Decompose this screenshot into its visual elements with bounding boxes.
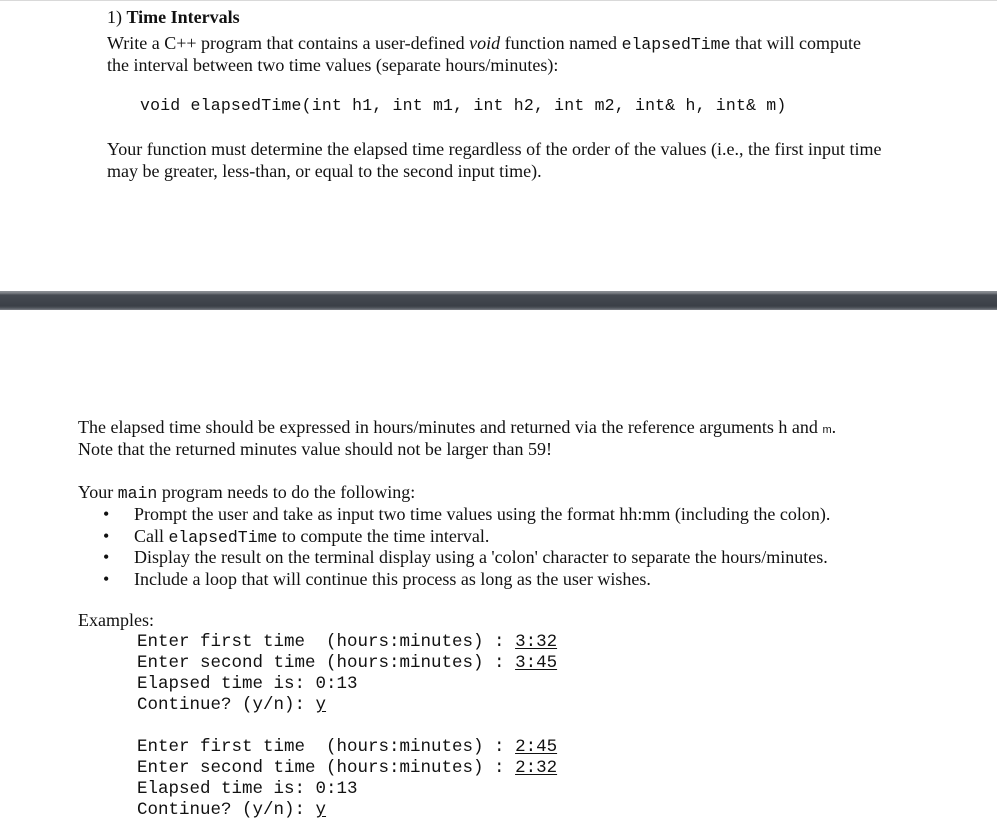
order-note-line-2: may be greater, less-than, or equal to the second input time). [107,161,542,181]
example-run-2 [137,737,557,821]
list-item-text: Prompt the user and take as input two time values using the format hh:mm (including the colon). [134,504,831,524]
terminal-line [137,800,557,821]
terminal-line: Elapsed time is: 0:13 [137,674,358,694]
page-divider [0,291,997,310]
prompt-text: Continue? (y/n): [137,695,316,715]
requirements-text: Your [78,482,118,502]
prompt-text: Enter second time (hours:minutes) : [137,653,516,673]
list-item-text: Call [134,525,169,546]
return-note-line-2: Note that the returned minutes value should not be larger than 59! [78,439,553,459]
terminal-line [137,632,557,653]
user-input: 2:32 [515,758,558,778]
terminal-line: Elapsed time is: 0:13 [137,779,358,799]
requirements-list [98,503,830,589]
example-run-1 [137,632,557,716]
function-name-inline: elapsedTime [621,35,731,54]
main-keyword: main [117,484,158,503]
prompt-text: Enter first time (hours:minutes) : [137,632,516,652]
main-requirements-intro [78,481,415,505]
user-input: y [315,695,327,715]
list-item [98,525,830,547]
bullet-icon: • [103,525,110,546]
user-input: 3:45 [515,653,558,673]
terminal-line [137,695,557,716]
prompt-text: Continue? (y/n): [137,800,316,820]
user-input: 2:45 [515,737,558,757]
intro-text: function named [500,33,622,53]
reference-arg-m: m [822,424,832,436]
function-name-inline: elapsedTime [168,527,278,547]
page-top-edge [0,0,997,1]
bullet-icon: • [103,504,110,524]
list-item [98,568,830,590]
void-keyword: void [469,33,501,53]
prompt-text: Enter second time (hours:minutes) : [137,758,516,778]
intro-text: Write a C++ program that contains a user-defined [107,33,470,53]
terminal-line [137,653,557,674]
user-input: y [315,800,327,820]
terminal-line [137,737,557,758]
user-input: 3:32 [515,632,558,652]
function-signature: void elapsedTime(int h1, int m1, int h2, int m2, int& h, int& m) [140,96,787,115]
intro-text: that will compute [730,33,861,53]
section-heading [107,6,240,28]
list-item [98,546,830,568]
return-note-text: The elapsed time should be expressed in hours/minutes and returned via the reference arguments h and [78,417,823,437]
requirements-text: program needs to do the following: [157,482,416,502]
section-title: Time Intervals [126,7,240,27]
examples-label: Examples: [78,610,154,630]
bullet-icon: • [103,568,110,589]
list-item-text: Include a loop that will continue this process as long as the user wishes. [134,568,651,589]
bullet-icon: • [103,547,110,567]
intro-line-2: the interval between two time values (separate hours/minutes): [107,55,559,75]
list-item-text: to compute the time interval. [277,525,490,546]
order-note-line-1: Your function must determine the elapsed time regardless of the order of the values (i.e., the first input time [107,139,882,159]
intro-line-1 [107,32,861,56]
list-item [98,503,830,525]
terminal-line [137,758,557,779]
return-note-period: . [831,417,837,437]
list-item-text: Display the result on the terminal display using a 'colon' character to separate the hours/minutes. [134,547,828,567]
prompt-text: Enter first time (hours:minutes) : [137,737,516,757]
section-number: 1) [107,7,122,27]
